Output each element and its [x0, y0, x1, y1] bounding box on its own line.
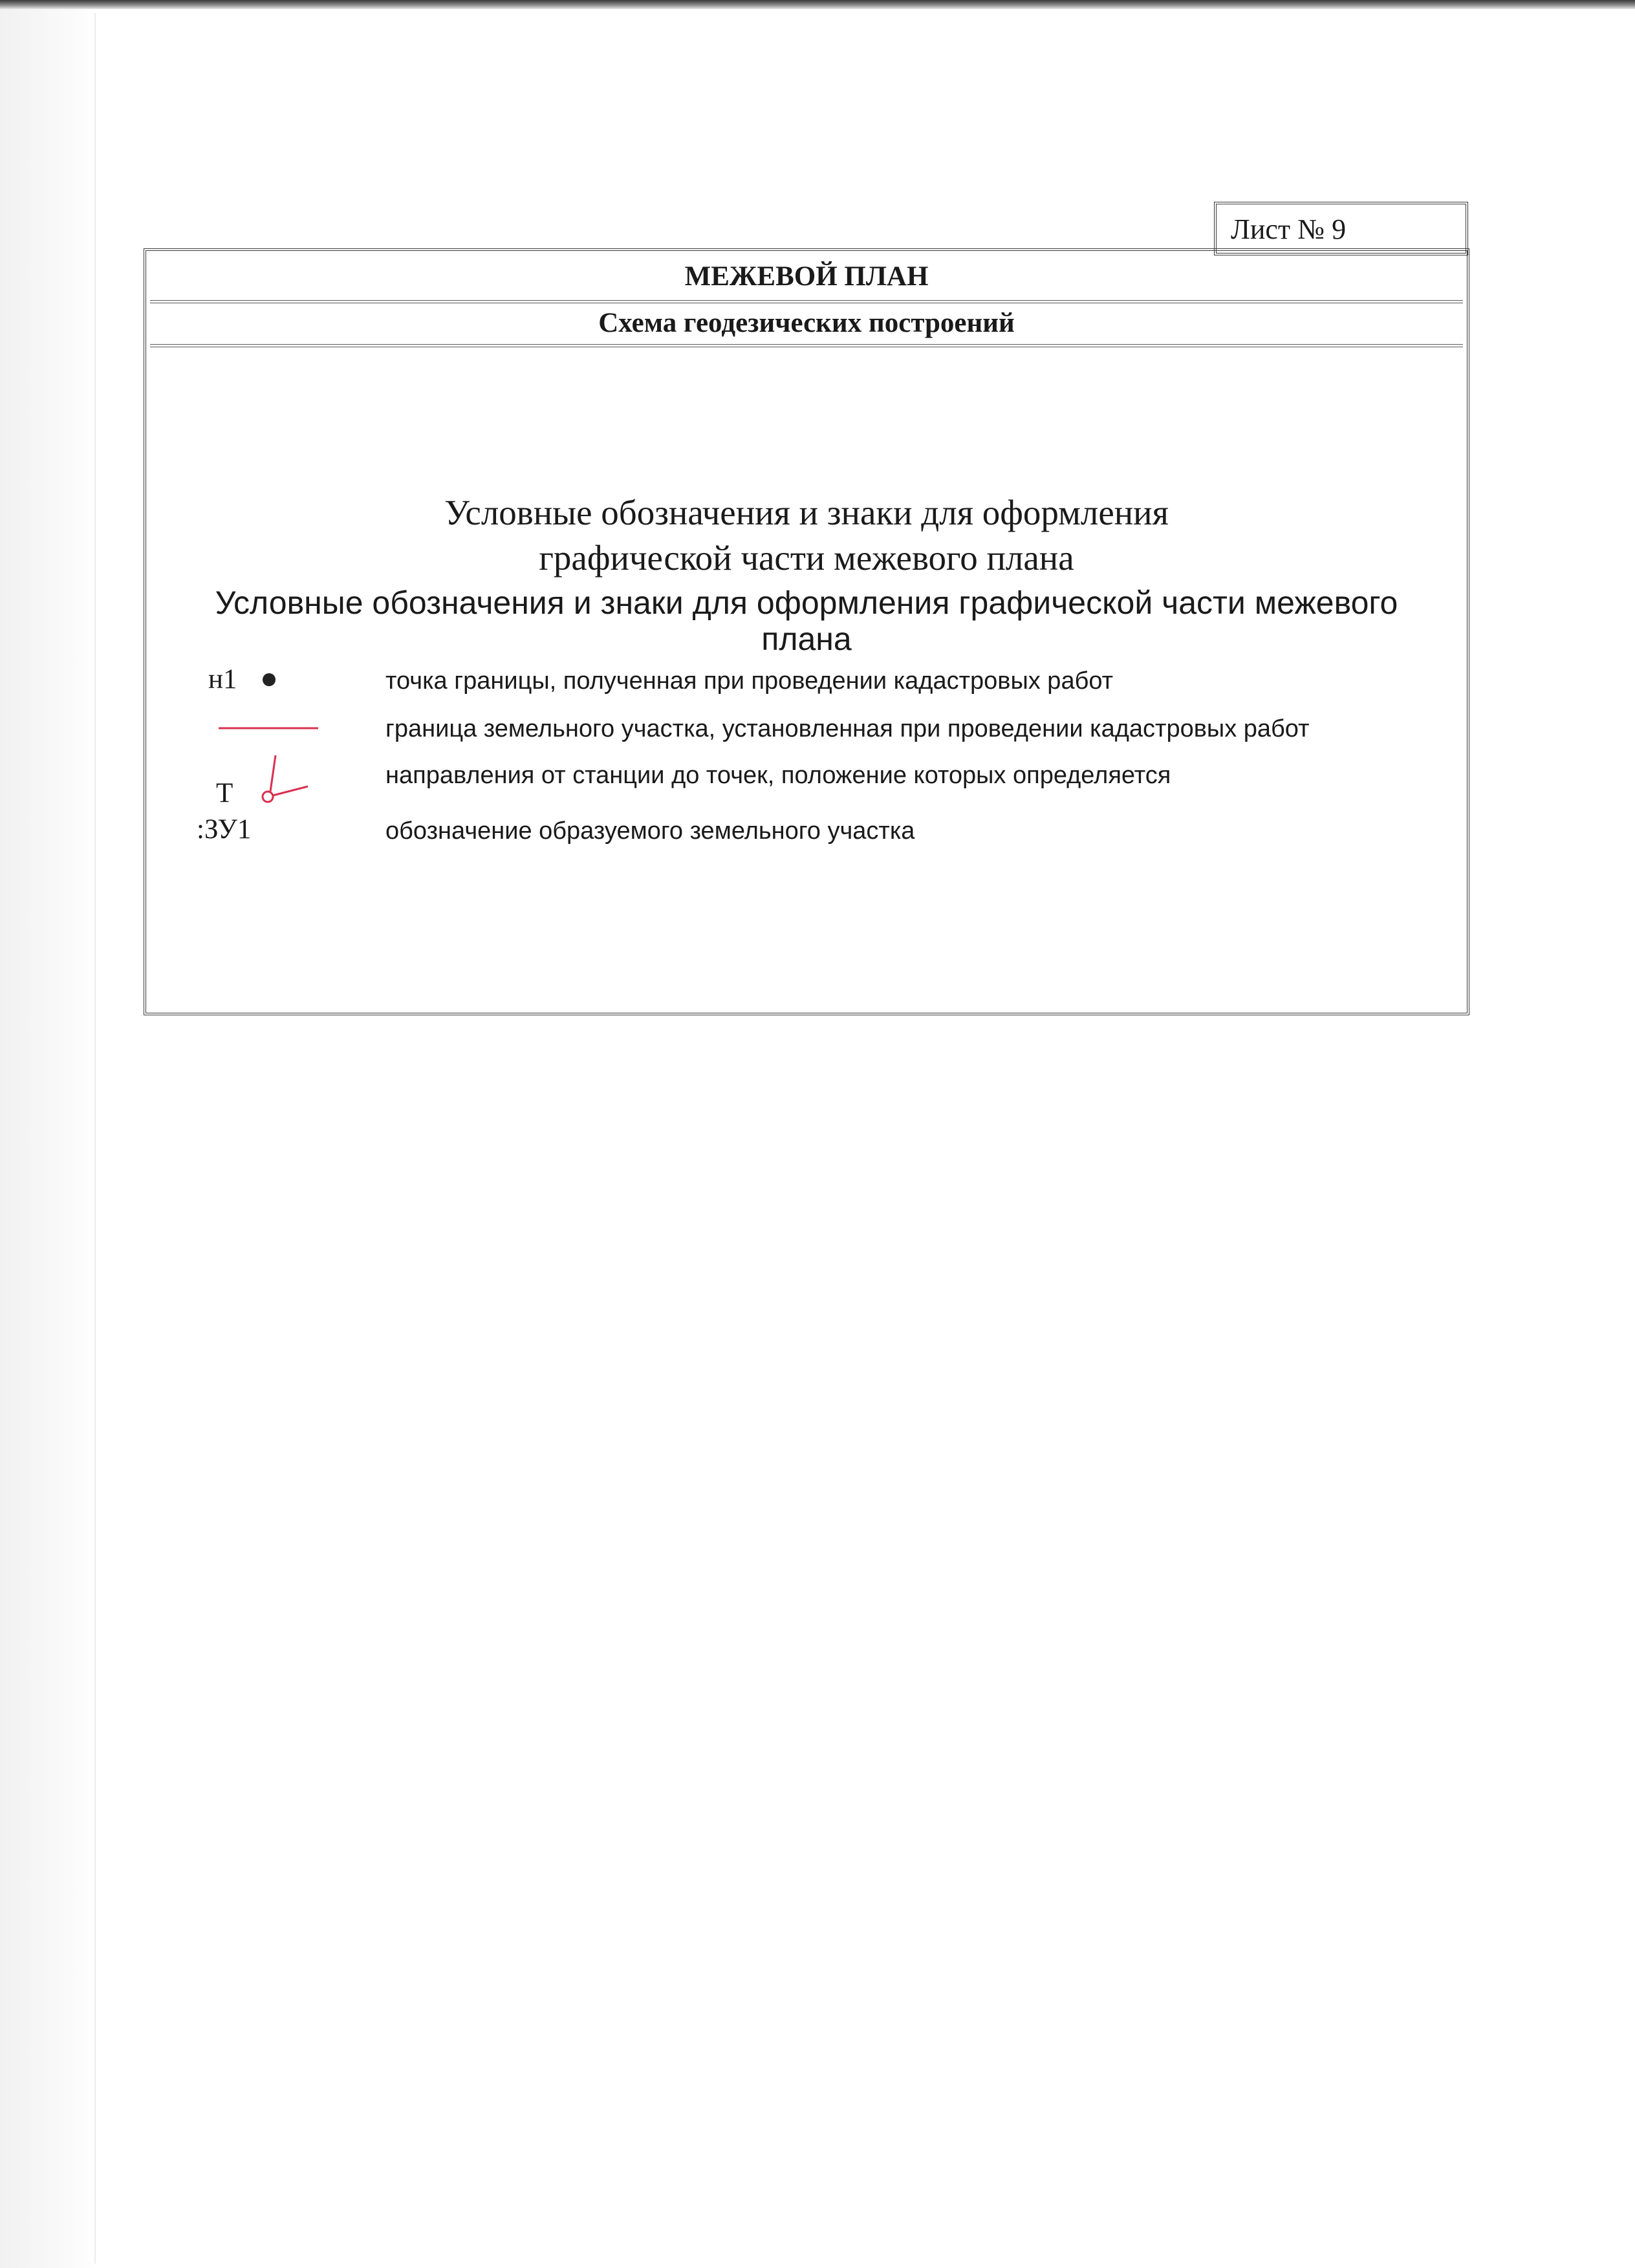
- scan-top-edge: [0, 0, 1635, 9]
- scan-left-margin: [0, 0, 97, 2268]
- legend-item-text: направления от станции до точек, положение которых определяется: [385, 762, 1171, 789]
- legend-symbol-label: :ЗУ1: [197, 814, 252, 845]
- legend-heading-line: графической части межевого плана: [539, 538, 1074, 578]
- legend-heading: [146, 490, 1467, 581]
- legend-item-text: граница земельного участка, установленная при проведении кадастровых работ: [385, 715, 1310, 742]
- title-divider: [150, 300, 1463, 303]
- legend-item-text: обозначение образуемого земельного участка: [385, 817, 915, 845]
- legend-item: [146, 658, 1467, 710]
- legend-heading-line: Условные обозначения и знаки для оформления: [444, 493, 1169, 532]
- sheet-number-label: Лист № 9: [1231, 213, 1347, 245]
- station-direction-icon: [256, 751, 314, 810]
- legend-heading-sans: [146, 585, 1467, 657]
- legend-symbol-label: н1: [208, 664, 237, 695]
- legend-item: [146, 749, 1467, 808]
- legend-item: [146, 814, 1467, 865]
- legend-heading-sans-line: плана: [761, 621, 852, 657]
- document-title: МЕЖЕВОЙ ПЛАН: [684, 261, 929, 292]
- black-dot-icon: [259, 670, 279, 689]
- legend-heading-sans-line: Условные обозначения и знаки для оформления графической части межевого: [215, 585, 1398, 621]
- section-title: Схема геодезических построений: [598, 308, 1015, 338]
- section-divider: [150, 344, 1463, 347]
- red-line-icon: [217, 719, 321, 739]
- legend-item-text: точка границы, полученная при проведении кадастровых работ: [385, 667, 1114, 695]
- sheet-number-box: [1214, 202, 1468, 255]
- legend-symbol-label: Т: [216, 778, 233, 808]
- document-frame: [144, 248, 1469, 1015]
- scan-fold-line: [94, 13, 96, 2263]
